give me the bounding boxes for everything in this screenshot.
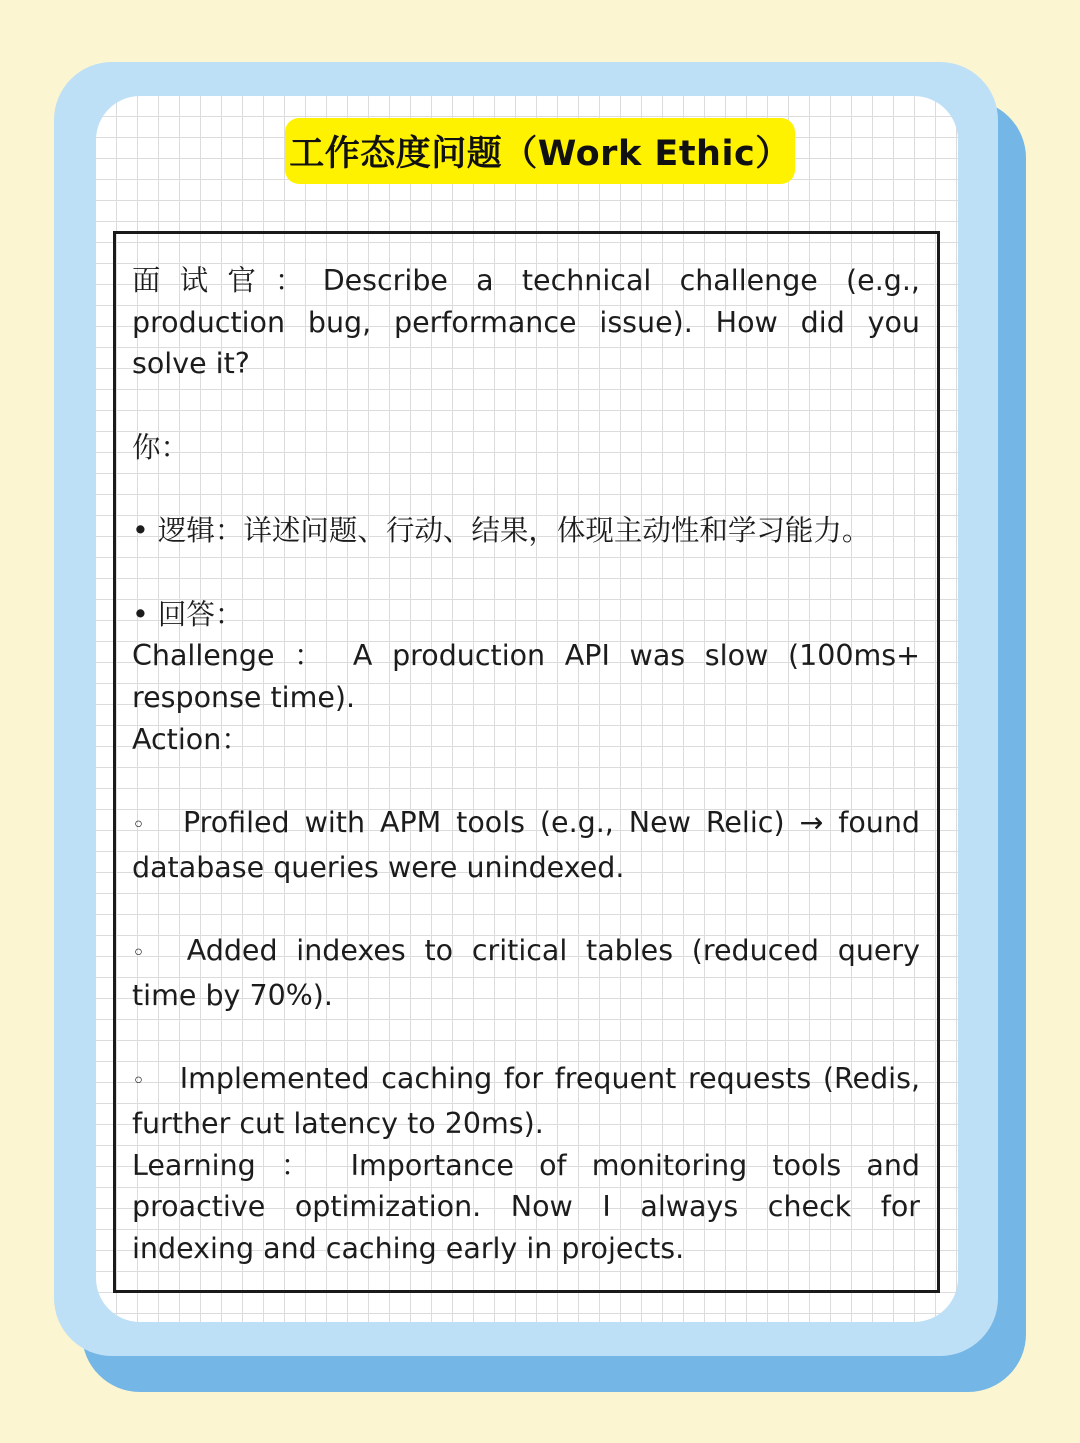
spacer <box>132 1017 920 1059</box>
action-step <box>132 930 920 1016</box>
page-title: 工作态度问题（Work Ethic） <box>289 134 791 174</box>
action-step <box>132 802 920 888</box>
bullet-icon: • <box>132 597 149 631</box>
answer-heading <box>132 594 920 636</box>
answer-label: 回答： <box>157 597 244 631</box>
action-step-text: Added indexes to critical tables (reduced query time by 70%). <box>132 934 920 1012</box>
you-label: 你： <box>132 430 190 464</box>
circle-bullet-icon: ◦ <box>132 941 145 967</box>
interviewer-label: 面试官： <box>132 264 323 297</box>
circle-bullet-icon: ◦ <box>132 813 145 839</box>
challenge-text: Challenge ： A production API was slow (100ms+ response time). <box>132 639 920 714</box>
learning-text: Learning ： Importance of monitoring tools and proactive optimization. Now I always check for indexing and caching early in projects. <box>132 1148 920 1266</box>
spacer <box>132 385 920 427</box>
action-step-text: Profiled with APM tools (e.g., New Relic) → found database queries were unindexed. <box>132 806 920 884</box>
action-step-text: Implemented caching for frequent requests (Redis, further cut latency to 20ms). <box>132 1062 921 1140</box>
spacer <box>132 888 920 930</box>
circle-bullet-icon: ◦ <box>132 1069 145 1095</box>
logic-line <box>132 510 920 552</box>
spacer <box>132 469 920 511</box>
logic-label: 逻辑： <box>157 514 244 548</box>
qa-content <box>132 260 920 1270</box>
action-label: Action： <box>132 722 250 756</box>
question-text: Describe a technical challenge (e.g., production bug, performance issue). How did you solve it? <box>132 264 920 381</box>
spacer <box>132 552 920 594</box>
spacer <box>132 760 920 802</box>
interviewer-question <box>132 260 920 385</box>
logic-text: 详述问题、行动、结果，体现主动性和学习能力。 <box>243 514 871 548</box>
action-step <box>132 1058 920 1144</box>
title-banner <box>285 118 795 184</box>
bullet-icon: • <box>132 514 149 548</box>
